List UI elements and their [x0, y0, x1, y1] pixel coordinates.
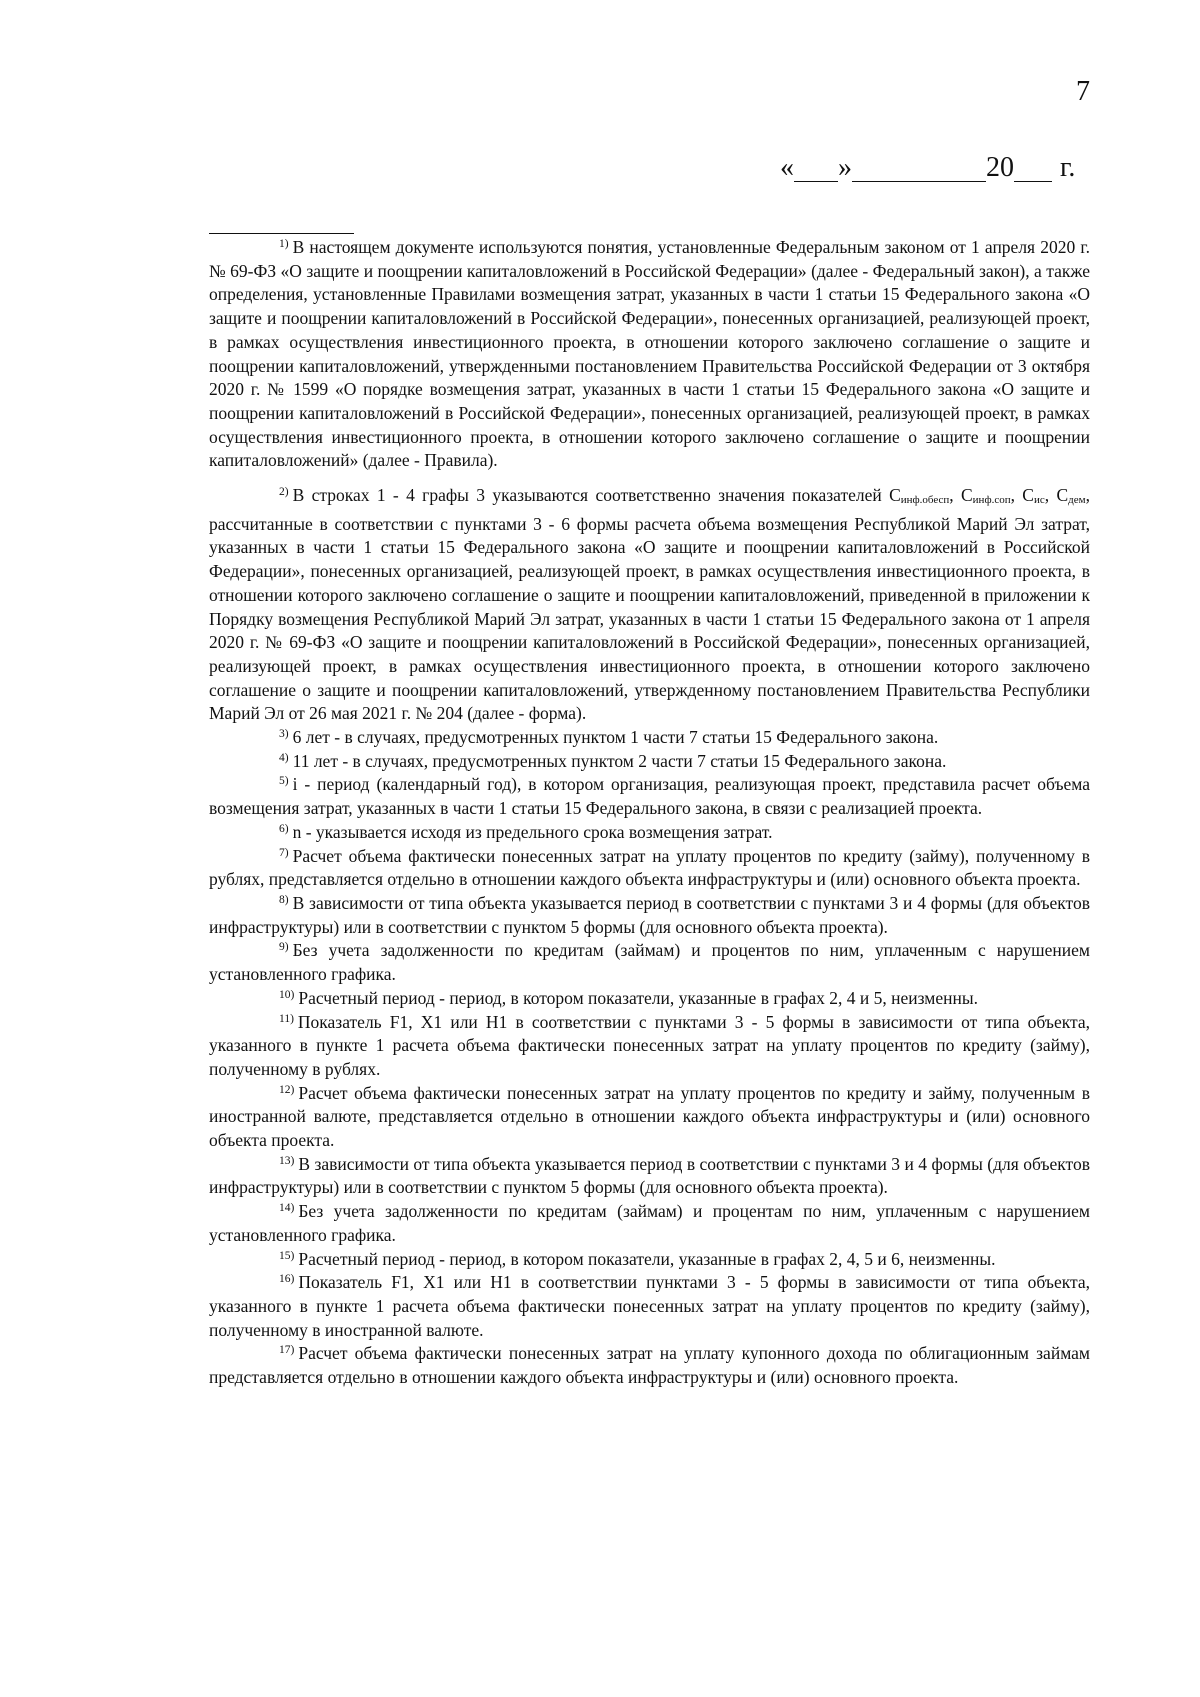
- footnote-15: [209, 1248, 1090, 1272]
- footnote-text: Показатель F1, X1 или H1 в соответствии пунктами 3 - 5 формы в зависимости от типа объекта, указанного в пункте 1 расчета объема фактически понесенных затрат на уплату процентов по кредиту (займу), полученному в иностранной валюте.: [209, 1272, 1090, 1340]
- footnote-4: [209, 750, 1090, 774]
- footnote-text: , С: [949, 485, 973, 506]
- footnote-text: Расчетный период - период, в котором показатели, указанные в графах 2, 4 и 5, неизменны.: [298, 987, 978, 1008]
- subscript: инф.обесп: [900, 494, 950, 507]
- footnote-16: [209, 1271, 1090, 1342]
- footnote-3: [209, 726, 1090, 750]
- footnote-marker: 11): [279, 1012, 294, 1025]
- footnote-marker: 1): [279, 238, 289, 250]
- footnote-2: [209, 484, 1090, 726]
- footnote-marker: 2): [279, 486, 289, 499]
- year-suffix: г.: [1060, 152, 1076, 183]
- footnote-marker: 8): [279, 893, 289, 906]
- footnote-text: , С: [1010, 485, 1034, 506]
- footnote-text: Расчетный период - период, в котором показатели, указанные в графах 2, 4, 5 и 6, неизменны.: [298, 1248, 996, 1269]
- footnote-text: В зависимости от типа объекта указывается период в соответствии с пунктами 3 и 4 формы (для объектов инфраструктуры) или в соответствии с пунктом 5 формы (для основного объекта проекта).: [209, 892, 1090, 937]
- footnote-7: [209, 845, 1090, 892]
- footnote-marker: 15): [279, 1249, 295, 1262]
- footnote-marker: 9): [279, 941, 289, 954]
- footnote-1: [209, 236, 1090, 473]
- footnote-text: 11 лет - в случаях, предусмотренных пунктом 2 части 7 статьи 15 Федерального закона.: [292, 750, 947, 771]
- footnote-13: [209, 1153, 1090, 1200]
- footnote-12: [209, 1082, 1090, 1153]
- footnote-marker: 5): [279, 775, 289, 788]
- footnote-text: Расчет объема фактически понесенных затрат на уплату процентов по кредиту и займу, полученным в иностранной валюте, представляется отдельно в отношении каждого объекта инфраструктуры и (или) основного объекта проекта.: [209, 1082, 1090, 1151]
- subscript: дем: [1068, 494, 1086, 507]
- year-blank: [1014, 157, 1052, 182]
- footnote-text: В строках 1 - 4 графы 3 указываются соответственно значения показателей С: [292, 485, 901, 506]
- footnote-marker: 6): [279, 822, 289, 835]
- footnote-separator: [209, 233, 354, 234]
- footnote-marker: 12): [279, 1083, 295, 1096]
- footnote-text: Расчет объема фактически понесенных затрат на уплату купонного дохода по облигационным займам представляется отдельно в отношении каждого объекта инфраструктуры и (или) основного проекта.: [209, 1343, 1090, 1388]
- footnote-text: n - указывается исходя из предельного срока возмещения затрат.: [292, 821, 773, 842]
- date-close-quote: »: [838, 152, 852, 183]
- footnote-text: Расчет объема фактически понесенных затрат на уплату процентов по кредиту (займу), полученному в рублях, представляется отдельно в отношении каждого объекта инфраструктуры и (или) основного объекта проекта.: [209, 845, 1090, 890]
- footnote-marker: 13): [279, 1154, 295, 1167]
- month-blank: [852, 157, 986, 182]
- footnote-6: [209, 821, 1090, 845]
- footnote-marker: 17): [279, 1344, 295, 1357]
- footnote-14: [209, 1200, 1090, 1247]
- footnote-text: Без учета задолженности по кредитам (займам) и процентов по ним, уплаченным с нарушением установленного графика.: [209, 940, 1090, 985]
- footnote-text: , С: [1044, 485, 1069, 506]
- footnote-17: [209, 1342, 1090, 1389]
- footnote-9: [209, 939, 1090, 986]
- footnote-11: [209, 1011, 1090, 1082]
- date-open-quote: «: [780, 152, 794, 183]
- footnote-text: В настоящем документе используются понятия, установленные Федеральным законом от 1 апреля 2020 г. № 69-ФЗ «О защите и поощрении капиталовложений в Российской Федерации» (далее - Федеральный закон), а также определения, установленные Правилами возмещения затрат, указанных в части 1 статьи 15 Федерального закона «О защите и поощрении капиталовложений в Российской Федерации», понесенных организацией, реализующей проект, в рамках осуществления инвестиционного проекта, в отношении которого заключено соглашение о защите и поощрении капиталовложений, утвержденными постановлением Правительства Российской Федерации от 3 октября 2020 г. № 1599 «О порядке возмещения затрат, указанных в части 1 статьи 15 Федерального закона «О защите и поощрении капиталовложений в Российской Федерации», понесенных организацией, реализующей проект, в рамках осуществления инвестиционного проекта, в отношении которого заключено соглашение о защите и поощрении капиталовложений» (далее - Правила).: [209, 237, 1090, 471]
- subscript: инф.соп: [972, 494, 1011, 507]
- footnote-marker: 3): [279, 728, 289, 741]
- footnote-text: Показатель F1, X1 или H1 в соответствии с пунктами 3 - 5 формы в зависимости от типа объекта, указанного в пункте 1 расчета объема фактически понесенных затрат на уплату процентов по кредиту (займу), полученному в рублях.: [209, 1011, 1090, 1079]
- footnote-text: В зависимости от типа объекта указывается период в соответствии с пунктами 3 и 4 формы (для объектов инфраструктуры) или в соответствии с пунктом 5 формы (для основного объекта проекта).: [209, 1153, 1090, 1198]
- footnote-marker: 16): [279, 1273, 295, 1286]
- footnote-text: , рассчитанные в соответствии с пунктами 3 - 6 формы расчета объема возмещения Республикой Марий Эл затрат, указанных в части 1 статьи 15 Федерального закона «О защите и поощрении капиталовложений в Российской Федерации», понесенных организацией, реализующей проект, в рамках осуществления инвестиционного проекта, в отношении которого заключено соглашение о защите и поощрении капиталовложений, приведенной в приложении к Порядку возмещения Республикой Марий Эл затрат, указанных в части 1 статьи 15 Федерального закона от 1 апреля 2020 г. № 69-ФЗ «О защите и поощрении капиталовложений в Российской Федерации», понесенных организацией, реализующей проект, в рамках осуществления инвестиционного проекта, в отношении которого заключено соглашение о защите и поощрении капиталовложений, утвержденному постановлением Правительства Республики Марий Эл от 26 мая 2021 г. № 204 (далее - форма).: [209, 485, 1090, 724]
- footnote-8: [209, 892, 1090, 939]
- subscript: ис: [1033, 494, 1045, 507]
- footnote-marker: 10): [279, 988, 295, 1001]
- footnote-marker: 4): [279, 751, 289, 764]
- footnote-marker: 14): [279, 1202, 295, 1215]
- footnote-text: 6 лет - в случаях, предусмотренных пунктом 1 части 7 статьи 15 Федерального закона.: [292, 727, 939, 748]
- footnote-10: [209, 987, 1090, 1011]
- footnote-5: [209, 773, 1090, 820]
- footnote-marker: 7): [279, 846, 289, 859]
- day-blank: [794, 157, 838, 182]
- page-number: 7: [1076, 76, 1090, 107]
- date-line: [780, 154, 1090, 182]
- footnote-text: i - период (календарный год), в котором организация, реализующая проект, представила расчет объема возмещения затрат, указанных в части 1 статьи 15 Федерального закона, в связи с реализацией проекта.: [209, 774, 1090, 819]
- year-prefix: 20: [986, 152, 1014, 183]
- footnote-text: Без учета задолженности по кредитам (займам) и процентам по ним, уплаченным с нарушением установленного графика.: [209, 1201, 1090, 1245]
- footnotes: [209, 236, 1090, 1390]
